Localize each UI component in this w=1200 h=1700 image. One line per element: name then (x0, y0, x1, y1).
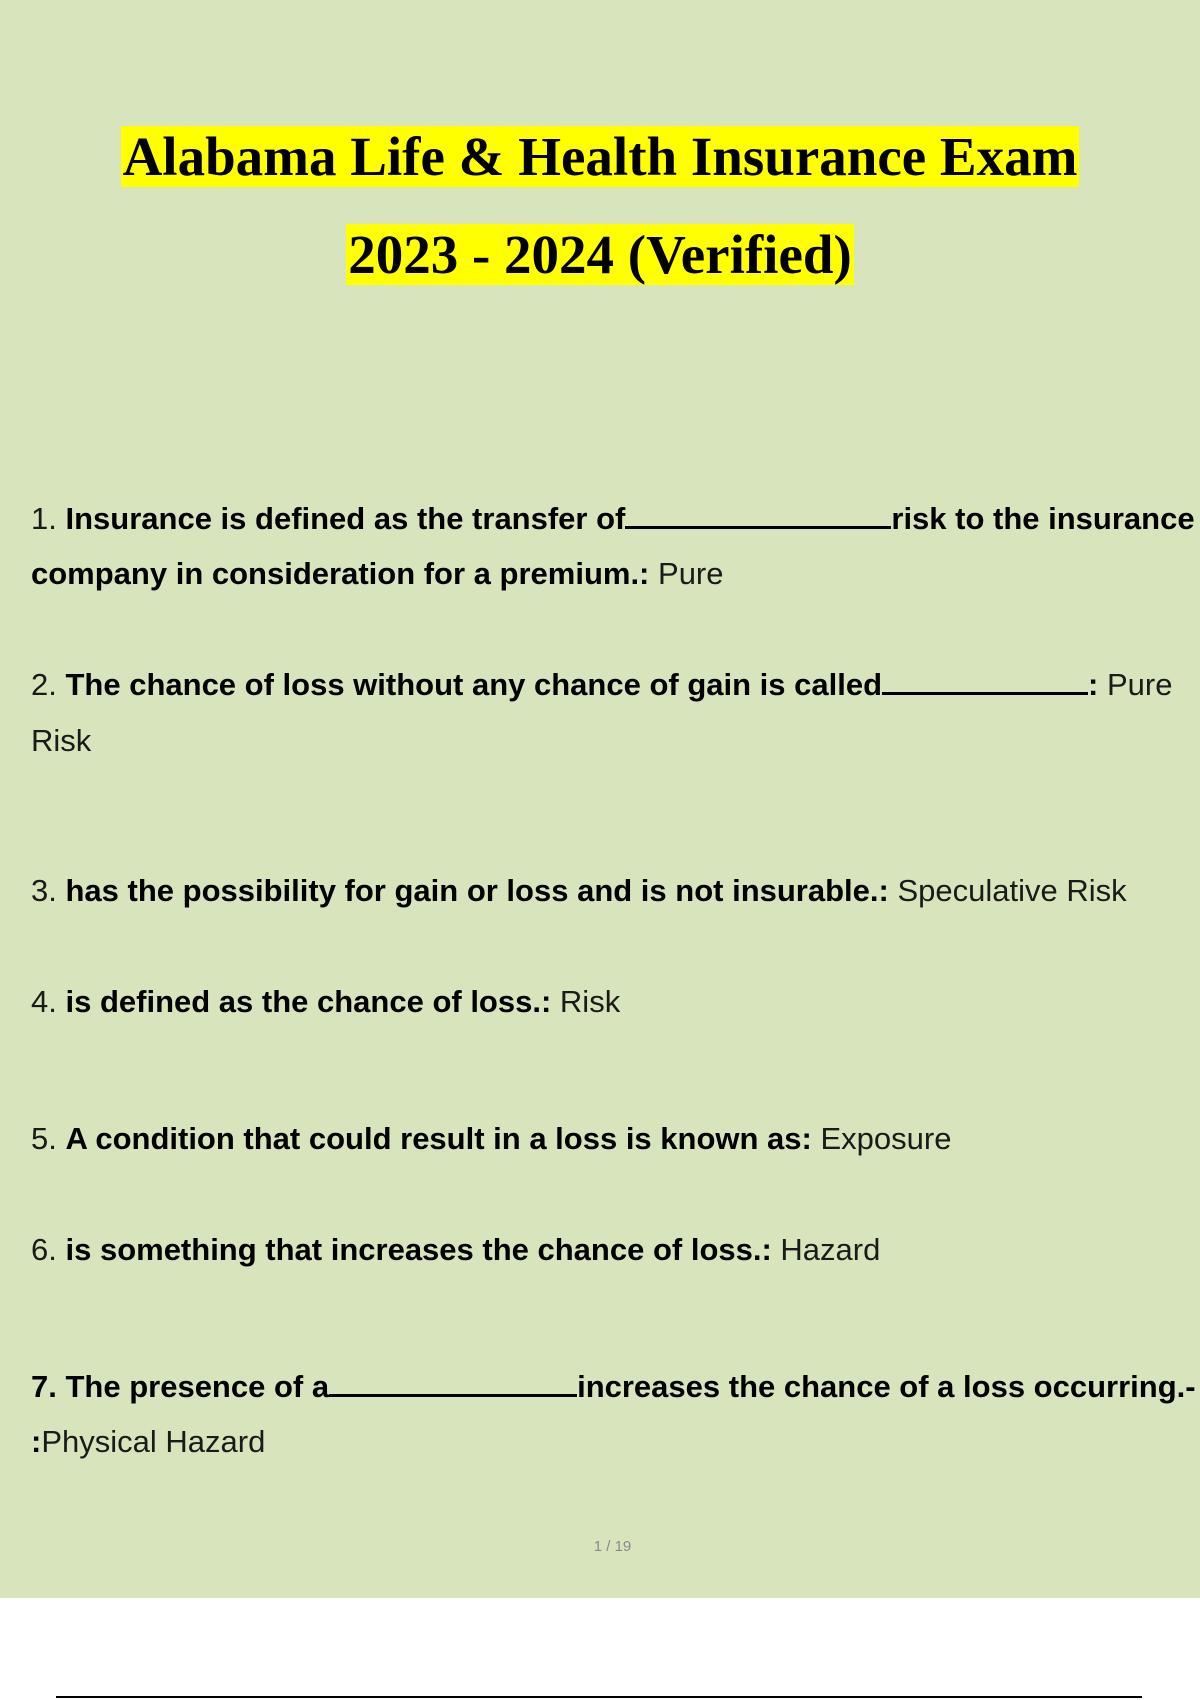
question-2-line-2 (31, 713, 91, 768)
question-number: 1. (31, 501, 57, 536)
question-answer: Hazard (780, 1232, 881, 1267)
question-answer: Pure (658, 556, 724, 591)
question-answer: Physical Hazard (41, 1424, 266, 1459)
question-text: : (1088, 667, 1099, 702)
question-1-line-1 (31, 491, 1195, 546)
question-answer: Exposure (820, 1121, 952, 1156)
question-number: 5. (31, 1121, 57, 1156)
question-text: is something that increases the chance of loss.: (65, 1232, 772, 1267)
question-4 (31, 974, 620, 1029)
question-text: has the possibility for gain or loss and is not insurable.: (65, 873, 889, 908)
question-text: : (31, 1424, 42, 1459)
question-5 (31, 1111, 951, 1166)
question-text: company in consideration for a premium.: (31, 556, 650, 591)
document-title-line-2 (0, 220, 1200, 290)
question-text: is defined as the chance of loss.: (65, 984, 552, 1019)
question-text: increases the chance of a loss occurring.- (577, 1369, 1196, 1404)
question-7-line-2 (31, 1414, 265, 1469)
question-number: 4. (31, 984, 57, 1019)
question-text: Insurance is defined as the transfer of (65, 501, 626, 536)
question-text: A condition that could result in a loss is known as: (65, 1121, 812, 1156)
question-number: 2. (31, 667, 57, 702)
question-6 (31, 1222, 880, 1277)
page-number: 1 / 19 (593, 1538, 632, 1555)
question-text: risk to the insurance (891, 501, 1195, 536)
question-3 (31, 863, 1127, 918)
question-text: The chance of loss without any chance of gain is called (65, 667, 883, 702)
question-number: 7. (31, 1369, 57, 1404)
question-number: 3. (31, 873, 57, 908)
next-page-top-rule (56, 1696, 1142, 1698)
question-text: The presence of a (65, 1369, 330, 1404)
title-highlight: Alabama Life & Health Insurance Exam (122, 126, 1078, 187)
question-answer: Risk (559, 984, 621, 1019)
answer-blank (625, 498, 891, 529)
question-answer: Risk (31, 723, 92, 758)
answer-blank (882, 664, 1088, 695)
answer-blank (329, 1366, 577, 1397)
question-1-line-2 (31, 546, 724, 601)
document-title-line-1 (0, 122, 1200, 192)
title-highlight: 2023 - 2024 (Verified) (348, 224, 852, 285)
question-2-line-1 (31, 657, 1172, 712)
question-answer: Pure (1106, 667, 1173, 702)
question-7-line-1 (31, 1359, 1196, 1414)
question-answer: Speculative Risk (897, 873, 1127, 908)
question-number: 6. (31, 1232, 57, 1267)
